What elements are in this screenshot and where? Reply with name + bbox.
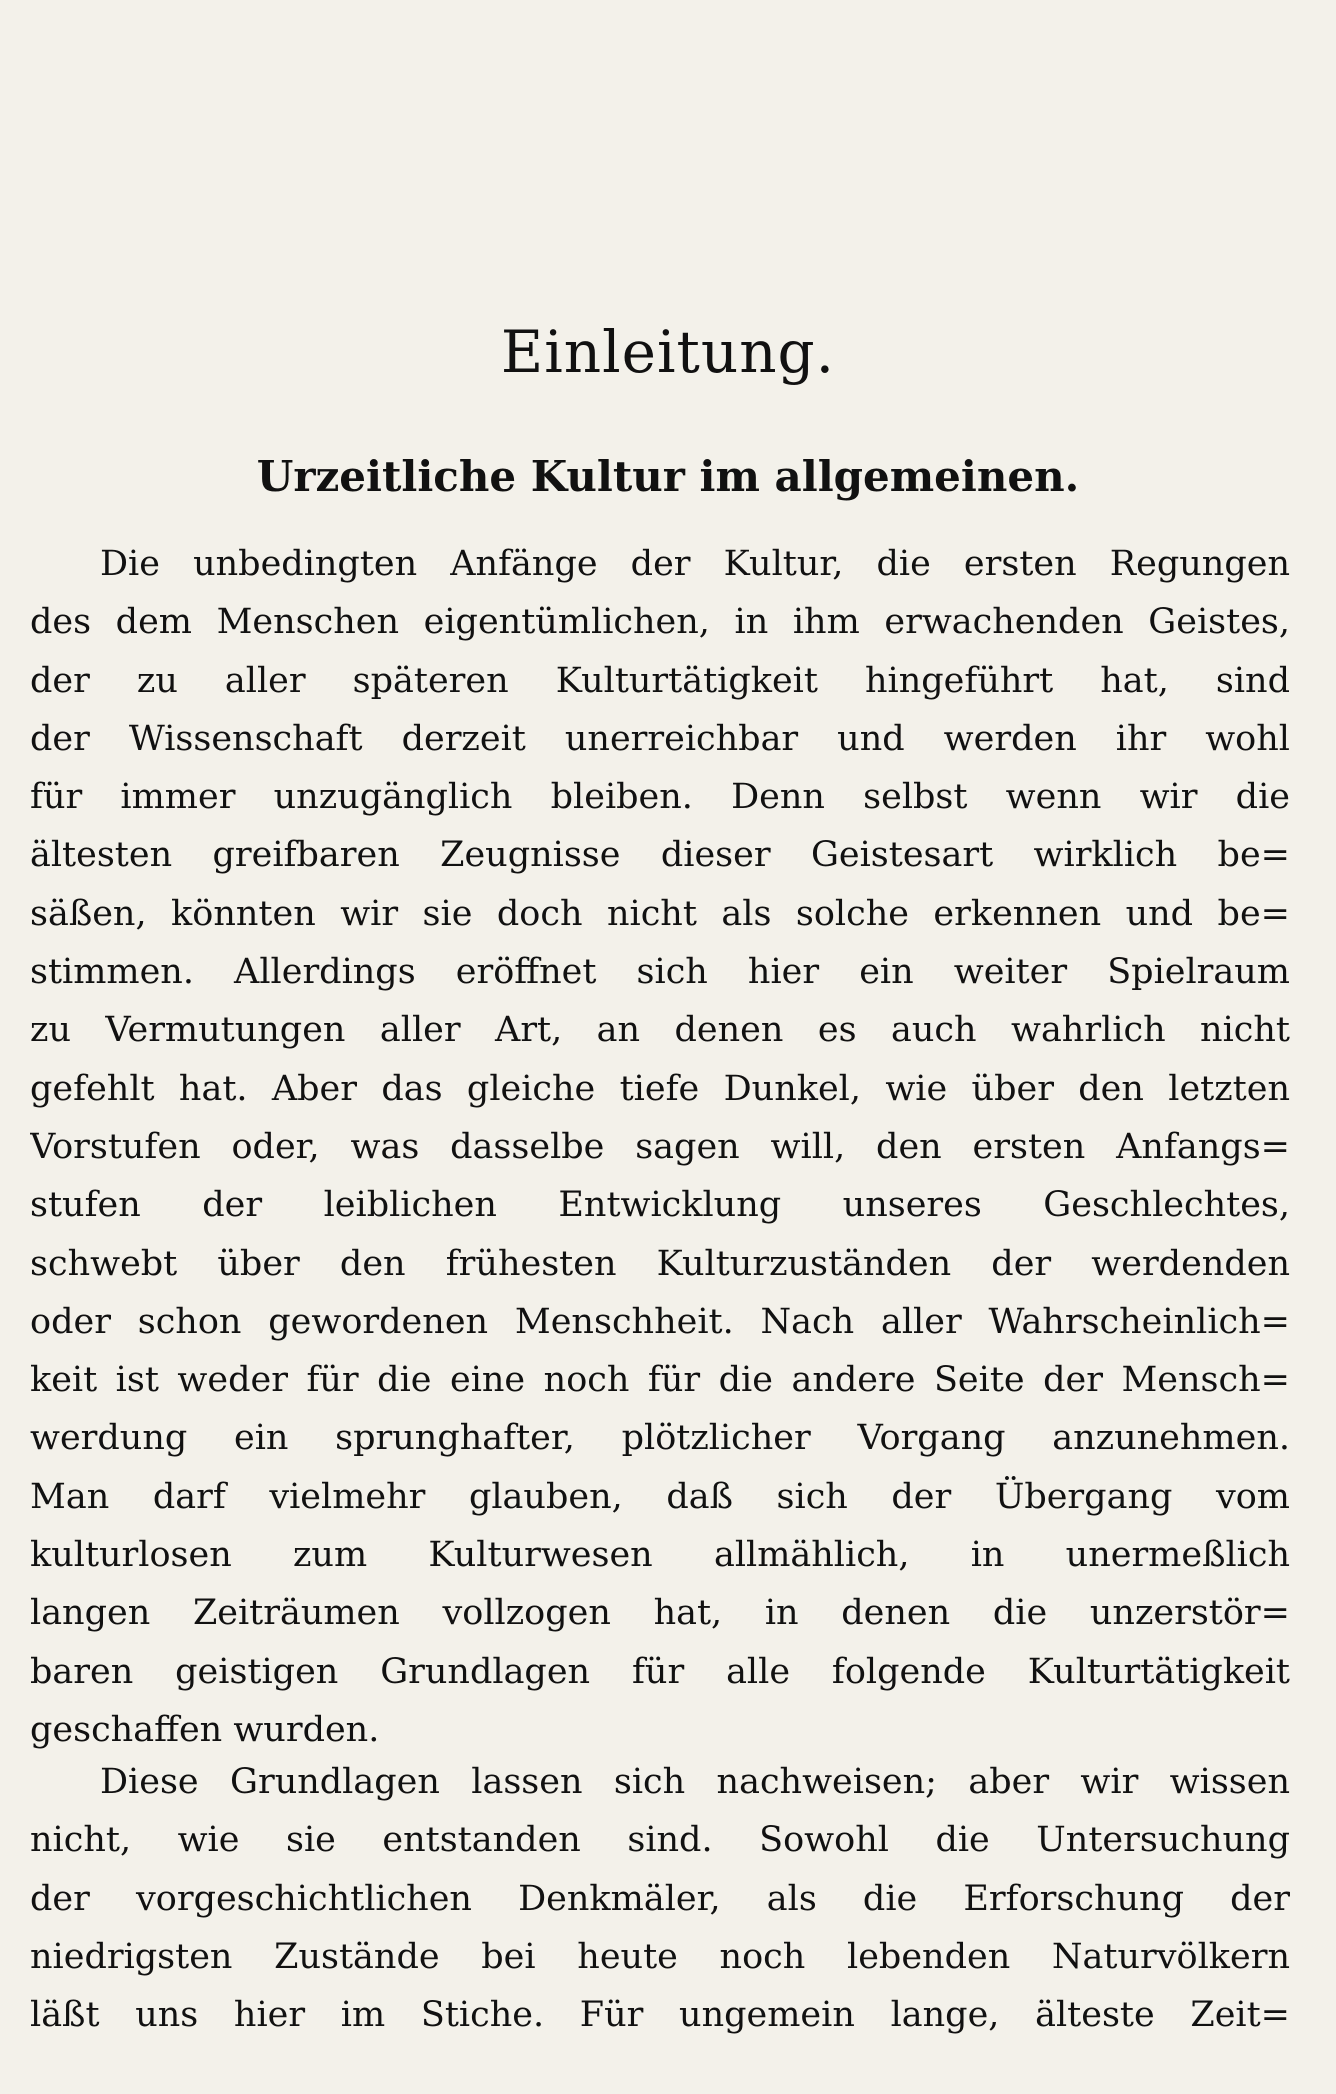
text-line: für immer unzugänglich bleiben. Denn selbst wenn wir die [30,777,1290,818]
paragraph-1 [30,535,1290,1759]
text-line: der vorgeschichtlichen Denkmäler, als die Erforschung der [30,1878,1290,1919]
text-line: stufen der leiblichen Entwicklung unseres Geschlechtes, [30,1185,1290,1226]
text-line: des dem Menschen eigentümlichen, in ihm erwachenden Geistes, [30,602,1290,643]
paragraph-2 [30,1753,1290,2044]
text-line: Vorstufen oder, was dasselbe sagen will, den ersten Anfangs= [30,1126,1290,1167]
text-line: Diese Grundlagen lassen sich nachweisen; aber wir wissen [100,1762,1290,1802]
text-line: stimmen. Allerdings eröffnet sich hier ein weiter Spielraum [30,952,1290,993]
text-line: keit ist weder für die eine noch für die andere Seite der Mensch= [30,1360,1290,1401]
text-line: zu Vermutungen aller Art, an denen es auch wahrlich nicht [30,1010,1290,1051]
text-line: läßt uns hier im Stiche. Für ungemein lange, älteste Zeit= [30,1995,1290,2036]
text-line: oder schon gewordenen Menschheit. Nach aller Wahrscheinlich= [30,1301,1290,1342]
text-line: niedrigsten Zustände bei heute noch lebenden Naturvölkern [30,1936,1290,1977]
section-title: Urzeitliche Kultur im allgemeinen. [256,452,1080,501]
text-line: säßen, könnten wir sie doch nicht als solche erkennen und be= [30,893,1290,934]
chapter-title: Einleitung. [500,318,836,386]
text-line: ältesten greifbaren Zeugnisse dieser Geistesart wirklich be= [30,835,1290,876]
text-line: kulturlosen zum Kulturwesen allmählich, in unermeßlich [30,1535,1290,1576]
text-line: nicht, wie sie entstanden sind. Sowohl die Untersuchung [30,1820,1290,1861]
text-line: der zu aller späteren Kulturtätigkeit hingeführt hat, sind [30,660,1290,701]
text-line: baren geistigen Grundlagen für alle folgende Kulturtätigkeit [30,1651,1290,1692]
text-line: schwebt über den frühesten Kulturzuständen der werdenden [30,1243,1290,1284]
text-line: werdung ein sprunghafter, plötzlicher Vorgang anzunehmen. [30,1418,1290,1459]
text-line: der Wissenschaft derzeit unerreichbar und werden ihr wohl [30,718,1290,759]
text-line: Man darf vielmehr glauben, daß sich der Übergang vom [30,1476,1290,1517]
text-line: Die unbedingten Anfänge der Kultur, die ersten Regungen [100,544,1290,584]
text-line: langen Zeiträumen vollzogen hat, in denen die unzerstör= [30,1593,1290,1634]
text-line: geschaffen wurden. [30,1709,380,1750]
text-line: gefehlt hat. Aber das gleiche tiefe Dunkel, wie über den letzten [30,1068,1290,1109]
